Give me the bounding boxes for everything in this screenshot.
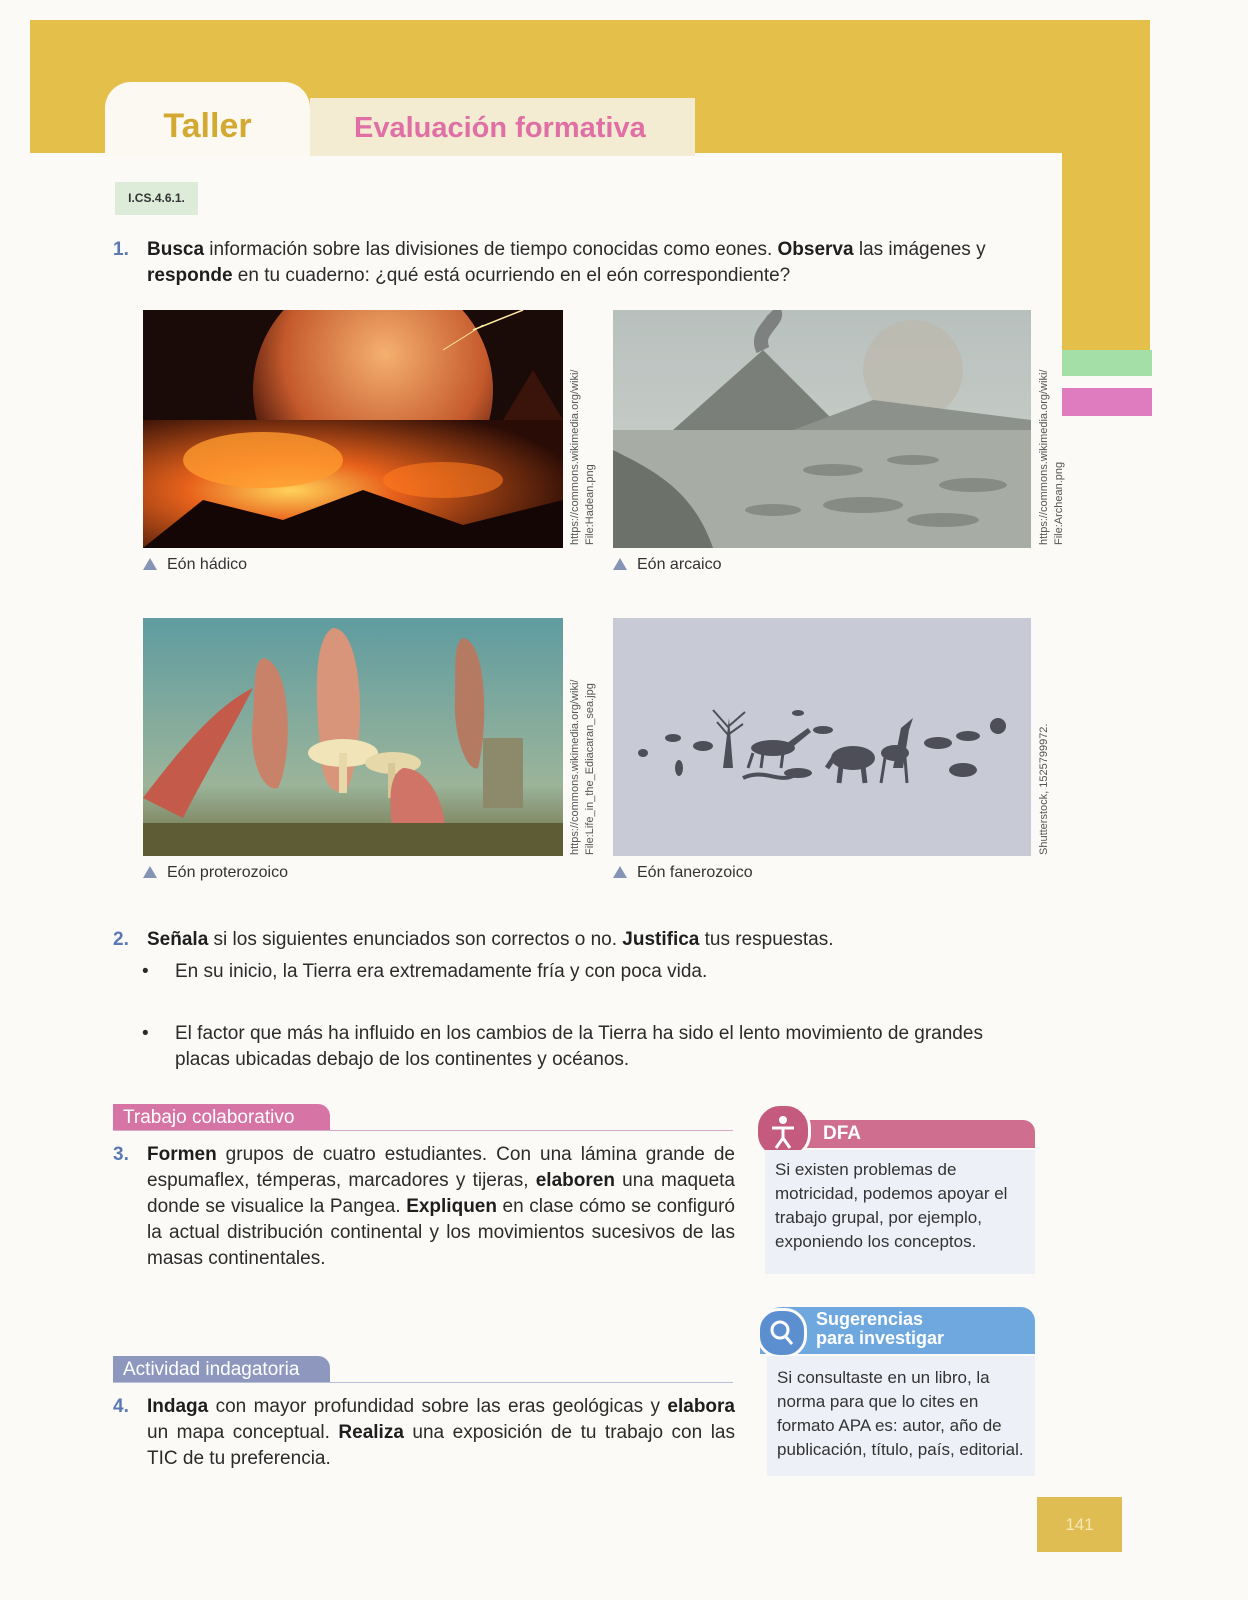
caption-text: Eón fanerozoico bbox=[637, 864, 753, 881]
list-item bbox=[142, 1021, 1042, 1073]
question-3-text bbox=[147, 1142, 735, 1272]
dfa-body: Si existen problemas de motricidad, podemos apoyar el trabajo grupal, por ejemplo, exponiendo los conceptos. bbox=[765, 1150, 1035, 1274]
question-2 bbox=[113, 927, 1043, 953]
magnifier-icon bbox=[757, 1308, 807, 1358]
question-number: 2. bbox=[113, 929, 129, 950]
triangle-icon bbox=[143, 866, 157, 878]
list-item bbox=[142, 959, 1042, 985]
sugerencias-body: Si consultaste en un libro, la norma para que lo cites en formato APA es: autor, año de publicación, título, país, editorial. bbox=[767, 1356, 1035, 1476]
verb: elabora bbox=[667, 1396, 735, 1417]
text: una maqueta donde se visualice la Pangea. bbox=[147, 1170, 735, 1217]
credit-hadean: https://commons.wikimedia.org/wiki/ File:Hadean.png bbox=[569, 369, 596, 545]
sugerencias-title-line: para investigar bbox=[816, 1328, 945, 1348]
text: con mayor profundidad sobre las eras geológicas y bbox=[208, 1396, 668, 1417]
verb: Observa bbox=[777, 239, 854, 260]
question-2-text bbox=[147, 927, 1043, 953]
image-proterozoic bbox=[143, 618, 563, 856]
verb: Indaga bbox=[147, 1396, 209, 1417]
question-number: 4. bbox=[113, 1396, 129, 1417]
text: grupos de cuatro estudiantes. Con una lámina grande de espumaflex, témperas, marcadores y tijeras, bbox=[147, 1144, 735, 1191]
image-archean bbox=[613, 310, 1031, 548]
sugerencias-title-line: Sugerencias bbox=[816, 1309, 924, 1329]
text: un mapa conceptual. bbox=[147, 1422, 339, 1443]
tab-evaluacion bbox=[310, 98, 695, 156]
verb: Expliquen bbox=[406, 1196, 497, 1217]
question-3 bbox=[113, 1142, 735, 1272]
skill-code: I.CS.4.6.1. bbox=[115, 182, 198, 215]
verb: elaboren bbox=[535, 1170, 615, 1191]
page-number: 141 bbox=[1037, 1497, 1122, 1552]
text: información sobre las divisiones de tiempo conocidas como eones. bbox=[204, 239, 778, 260]
verb: Formen bbox=[147, 1144, 217, 1165]
image-phanerozoic bbox=[613, 618, 1031, 856]
caption-proterozoic bbox=[143, 864, 288, 882]
side-stripe-green bbox=[1062, 350, 1152, 376]
text: en tu cuaderno: ¿qué está ocurriendo en el eón correspondiente? bbox=[232, 265, 791, 286]
dfa-title: DFA bbox=[823, 1123, 861, 1144]
triangle-icon bbox=[143, 558, 157, 570]
verb: Justifica bbox=[622, 929, 700, 950]
section-divider bbox=[113, 1130, 733, 1131]
credit-archean: https://commons.wikimedia.org/wiki/ File:Archean.png bbox=[1038, 369, 1065, 545]
question-1-text bbox=[147, 237, 1043, 289]
caption-text: Eón arcaico bbox=[637, 556, 722, 573]
bullet: • bbox=[142, 1023, 149, 1044]
verb: Señala bbox=[147, 929, 209, 950]
section-title-collab: Trabajo colaborativo bbox=[113, 1104, 330, 1131]
tab-taller bbox=[105, 82, 310, 157]
tab-evaluacion-label: Evaluación formativa bbox=[354, 112, 646, 144]
credit-proterozoic: https://commons.wikimedia.org/wiki/ File:Life_in_the_Ediacaran_sea.jpg bbox=[569, 679, 596, 855]
text: una exposición de tu trabajo con las TIC de tu preferencia. bbox=[147, 1422, 735, 1469]
header-band-side bbox=[1062, 150, 1150, 350]
bullet-text: En su inicio, la Tierra era extremadamente fría y con poca vida. bbox=[175, 961, 708, 982]
side-stripe-pink bbox=[1062, 388, 1152, 416]
section-divider bbox=[113, 1382, 733, 1383]
sugerencias-title bbox=[816, 1310, 944, 1348]
credit-phanerozoic: Shutterstock, 1525799972. bbox=[1038, 723, 1050, 855]
image-hadean bbox=[143, 310, 563, 548]
caption-text: Eón proterozoico bbox=[167, 864, 288, 881]
text: las imágenes y bbox=[853, 239, 986, 260]
section-title-inquiry: Actividad indagatoria bbox=[113, 1356, 330, 1383]
text: en clase cómo se configuró la actual distribución continental y los movimientos sucesivos de las masas continentales. bbox=[147, 1196, 736, 1269]
text: si los siguientes enunciados son correctos o no. bbox=[208, 929, 623, 950]
tab-taller-label: Taller bbox=[163, 107, 252, 145]
triangle-icon bbox=[613, 558, 627, 570]
caption-phanerozoic bbox=[613, 864, 753, 882]
text: tus respuestas. bbox=[699, 929, 834, 950]
caption-archean bbox=[613, 556, 722, 574]
caption-text: Eón hádico bbox=[167, 556, 248, 573]
verb: Busca bbox=[147, 239, 205, 260]
question-number: 3. bbox=[113, 1144, 129, 1165]
question-4-text bbox=[147, 1394, 735, 1472]
question-1 bbox=[113, 237, 1043, 289]
bullet: • bbox=[142, 961, 149, 982]
triangle-icon bbox=[613, 866, 627, 878]
bullet-text: El factor que más ha influido en los cambios de la Tierra ha sido el lento movimiento de grandes placas ubicadas debajo de los continentes y océanos. bbox=[175, 1023, 983, 1070]
question-4 bbox=[113, 1394, 735, 1472]
question-number: 1. bbox=[113, 239, 129, 260]
verb: responde bbox=[147, 265, 233, 286]
caption-hadean bbox=[143, 556, 247, 574]
verb: Realiza bbox=[338, 1422, 404, 1443]
